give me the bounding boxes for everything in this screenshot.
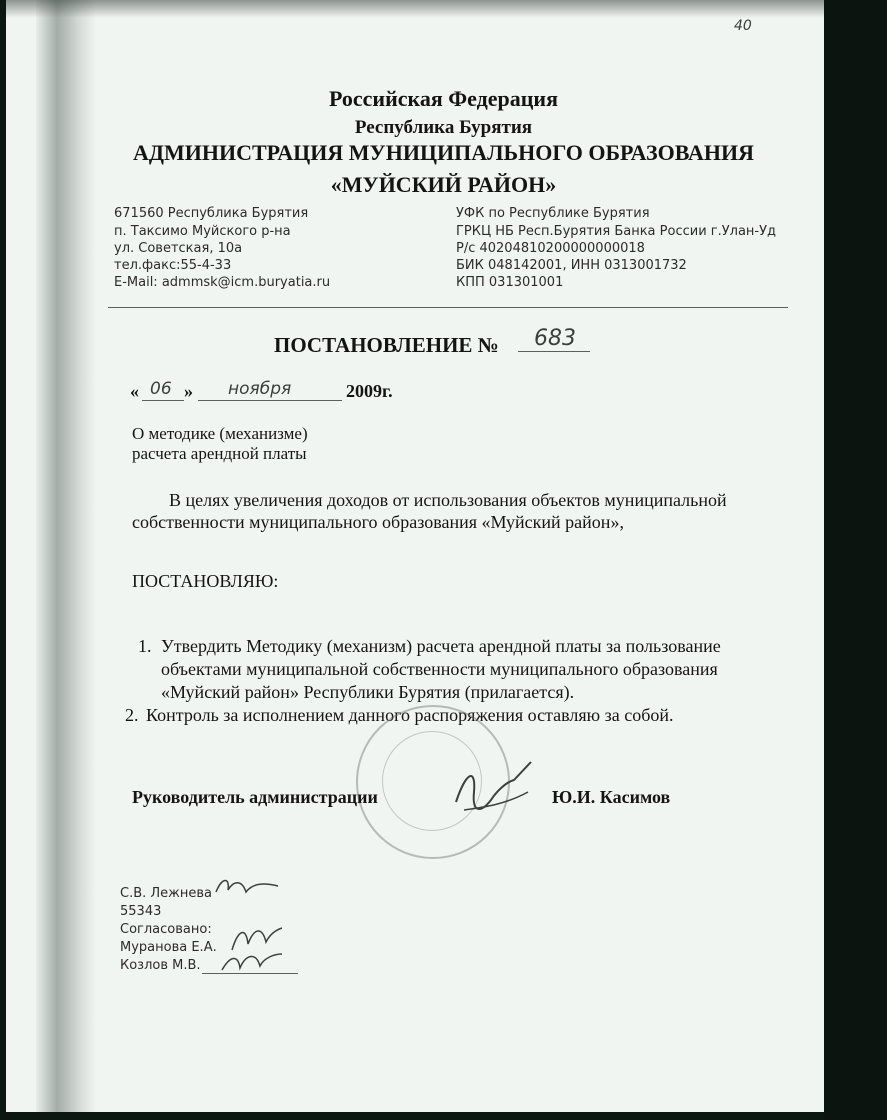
list-item-line: Утвердить Методику (механизм) расчета арендной платы за пользование	[161, 636, 721, 656]
email-line: E-Mail: admmsk@icm.buryatia.ru	[114, 275, 331, 290]
executor-signature	[212, 872, 282, 902]
header-country: Российская Федерация	[328, 86, 559, 111]
list-item-line: Контроль за исполнением данного распоряжения оставляю за собой.	[146, 705, 674, 725]
director-signature	[436, 752, 546, 832]
subject-line: О методике (механизме)	[132, 424, 308, 443]
corner-note: 40	[734, 18, 752, 34]
approver-underline	[202, 973, 298, 974]
address-line: п. Таксимо Муйского р-на	[114, 224, 291, 239]
address-line: ул. Советская, 10а	[114, 241, 243, 256]
approver2-signature	[216, 944, 286, 980]
signatory-name: Ю.И. Касимов	[552, 787, 671, 807]
bank-line: КПП 031301001	[456, 275, 564, 290]
bank-line: УФК по Республике Бурятия	[456, 206, 650, 221]
address-line: тел.факс:55-4-33	[114, 258, 232, 273]
subject-line: расчета арендной платы	[132, 444, 307, 463]
item-number: 1.	[138, 636, 152, 656]
document-page	[6, 0, 824, 1112]
executor-name: С.В. Лежнева	[120, 886, 213, 901]
header-administration: АДМИНИСТРАЦИЯ МУНИЦИПАЛЬНОГО ОБРАЗОВАНИЯ	[132, 140, 755, 165]
decree-label: ПОСТАНОВЛЕНИЕ №	[274, 333, 499, 357]
bank-line: ГРКЦ НБ Респ.Бурятия Банка России г.Улан-Уд	[456, 224, 777, 239]
date-quote-close: »	[184, 381, 193, 401]
agreed-label: Согласовано:	[120, 922, 212, 937]
header-divider	[108, 307, 788, 308]
header-district: «МУЙСКИЙ РАЙОН»	[330, 172, 557, 197]
date-month: ноября	[228, 379, 292, 399]
item-number: 2.	[125, 705, 139, 725]
decree-number: 683	[534, 326, 576, 351]
decree-number-underline	[518, 351, 590, 352]
signatory-title: Руководитель администрации	[132, 787, 378, 807]
date-year: 2009г.	[346, 381, 393, 401]
approver-name: Козлов М.В.	[120, 958, 201, 973]
preamble-line: собственности муниципального образования «Муйский район»,	[132, 512, 624, 532]
date-day: 06	[150, 379, 172, 399]
scan-border	[824, 0, 887, 1120]
resolve-heading: ПОСТАНОВЛЯЮ:	[132, 571, 279, 591]
list-item-line: «Муйский район» Республики Бурятия (прилагается).	[161, 682, 575, 702]
list-item-line: объектами муниципальной собственности муниципального образования	[161, 659, 718, 679]
header-republic: Республика Бурятия	[354, 117, 533, 138]
date-quote-open: «	[130, 381, 139, 401]
bank-line: Р/с 40204810200000000018	[456, 241, 645, 256]
executor-phone: 55343	[120, 904, 162, 919]
address-line: 671560 Республика Бурятия	[114, 206, 309, 221]
date-day-underline	[142, 400, 184, 401]
bank-line: БИК 048142001, ИНН 0313001732	[456, 258, 687, 273]
approver-name: Муранова Е.А.	[120, 940, 217, 955]
date-month-underline	[198, 400, 342, 401]
preamble-line: В целях увеличения доходов от использования объектов муниципальной	[169, 490, 727, 510]
